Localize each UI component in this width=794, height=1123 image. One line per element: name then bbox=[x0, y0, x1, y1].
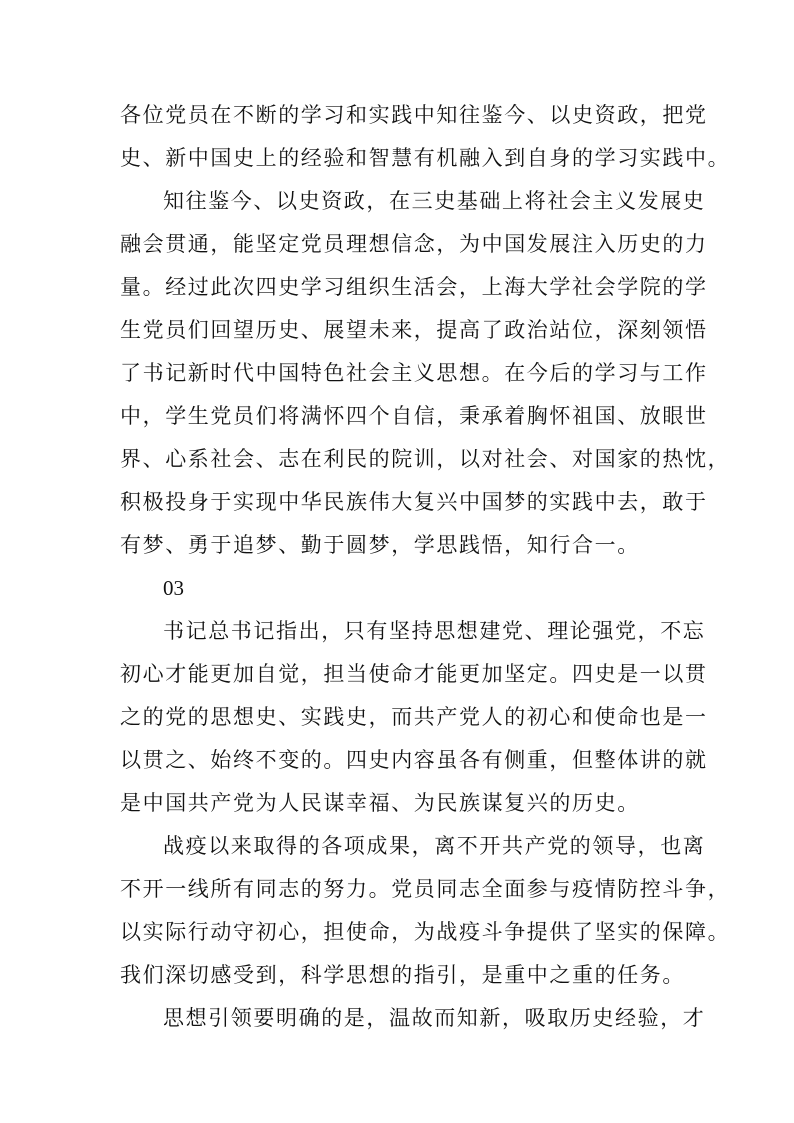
text-line: 以实际行动守初心，担使命，为战疫斗争提供了坚实的保障。 bbox=[120, 920, 731, 944]
section-number: 03 bbox=[163, 576, 184, 600]
text-line: 战疫以来取得的各项成果，离不开共产党的领导，也离 bbox=[163, 834, 706, 858]
text-line: 积极投身于实现中华民族伟大复兴中国梦的实践中去，敢于 bbox=[120, 490, 708, 514]
text-line: 量。经过此次四史学习组织生活会，上海大学社会学院的学 bbox=[120, 275, 708, 299]
text-line: 知往鉴今、以史资政，在三史基础上将社会主义发展史 bbox=[163, 189, 706, 213]
text-line: 不开一线所有同志的努力。党员同志全面参与疫情防控斗争， bbox=[120, 877, 731, 901]
text-line: 我们深切感受到，科学思想的指引，是重中之重的任务。 bbox=[120, 963, 685, 987]
text-line: 生党员们回望历史、展望未来，提高了政治站位，深刻领悟 bbox=[120, 318, 708, 342]
text-line: 书记总书记指出，只有坚持思想建党、理论强党，不忘 bbox=[163, 619, 706, 643]
text-line: 史、新中国史上的经验和智慧有机融入到自身的学习实践中。 bbox=[120, 146, 731, 170]
text-line: 中，学生党员们将满怀四个自信，秉承着胸怀祖国、放眼世 bbox=[120, 404, 708, 428]
text-line: 各位党员在不断的学习和实践中知往鉴今、以史资政，把党 bbox=[120, 103, 708, 127]
text-line: 是中国共产党为人民谋幸福、为民族谋复兴的历史。 bbox=[120, 791, 640, 815]
text-line: 有梦、勇于追梦、勤于圆梦，学思践悟，知行合一。 bbox=[120, 533, 640, 557]
text-line: 融会贯通，能坚定党员理想信念，为中国发展注入历史的力 bbox=[120, 232, 708, 256]
text-line: 之的党的思想史、实践史，而共产党人的初心和使命也是一 bbox=[120, 705, 708, 729]
text-line: 界、心系社会、志在利民的院训，以对社会、对国家的热忱， bbox=[120, 447, 731, 471]
text-line: 初心才能更加自觉，担当使命才能更加坚定。四史是一以贯 bbox=[120, 662, 708, 686]
text-line: 了书记新时代中国特色社会主义思想。在今后的学习与工作 bbox=[120, 361, 708, 385]
text-line: 思想引领要明确的是，温故而知新，吸取历史经验，才 bbox=[163, 1006, 706, 1030]
text-line: 以贯之、始终不变的。四史内容虽各有侧重，但整体讲的就 bbox=[120, 748, 708, 772]
